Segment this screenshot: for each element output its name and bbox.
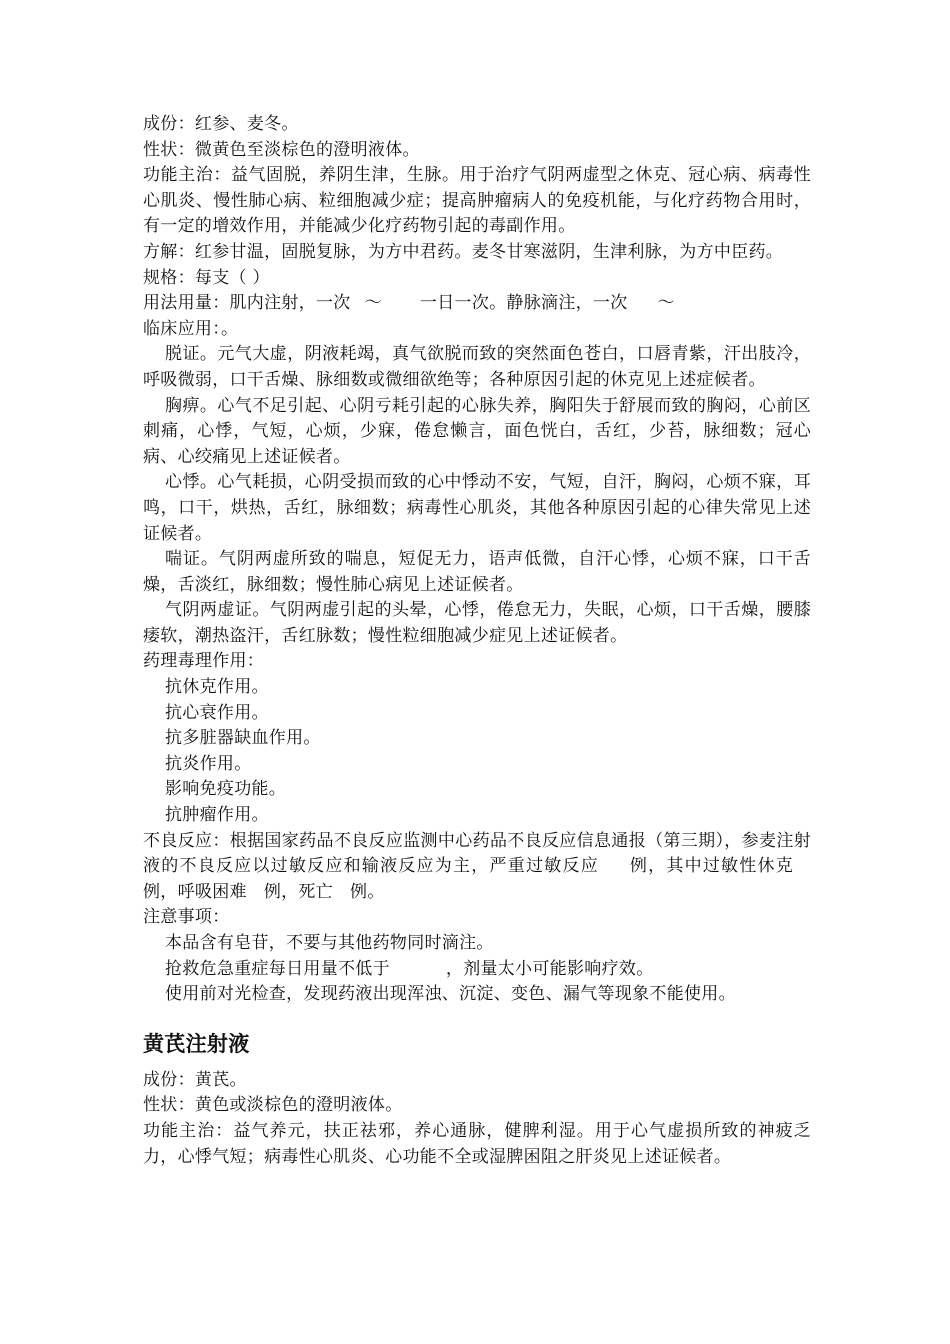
usage-tilde-1: ～ <box>364 293 382 314</box>
adverse-part5: 例。 <box>350 881 385 902</box>
precaution-item2-a: 抢救危急重症每日用量不低于 <box>165 958 390 979</box>
section-heading-astragalus: 黄芪注射液 <box>143 1030 250 1056</box>
clinical-title: 临床应用：。 <box>143 318 239 339</box>
precaution-item <box>143 957 811 983</box>
precautions-title: 注意事项： <box>143 907 230 928</box>
specification-line: 规格：每支（ ） <box>143 267 270 288</box>
clinical-item-dyspnea: 喘证。气阴两虚所致的喘息，短促无力，语声低微，自汗心悸，心烦不寐，口干舌燥，舌淡红，脉细数；慢性肺心病见上述证候者。 <box>143 549 811 595</box>
pharm-item: 影响免疫功能。 <box>165 779 287 800</box>
usage-part2: 一日一次。静脉滴注，一次 <box>419 293 628 314</box>
usage-part1: 用法用量：肌内注射，一次 <box>143 293 351 314</box>
indications-paragraph: 功能主治：益气固脱，养阴生津，生脉。用于治疗气阴两虚型之休克、冠心病、病毒性心肌炎、慢性肺心病、粒细胞减少症；提高肿瘤病人的免疫机能，与化疗药物合用时，有一定的增效作用，并能减少化疗药物引起的毒副作用。 <box>143 165 811 237</box>
clinical-item-palpitation: 心悸。心气耗损，心阴受损而致的心中悸动不安，气短，自汗，胸闷，心烦不寐，耳鸣，口干，烘热，舌红，脉细数；病毒性心肌炎，其他各种原因引起的心律失常见上述证候者。 <box>143 472 811 544</box>
clinical-item-chest-bi: 胸痹。心气不足引起、心阴亏耗引起的心脉失养，胸阳失于舒展而致的胸闷，心前区刺痛，心悸，气短，心烦，少寐，倦怠懒言，面色恍白，舌红，少苔，脉细数；冠心病、心绞痛见上述证候者。 <box>143 395 811 467</box>
astragalus-indications-paragraph: 功能主治：益气养元，扶正祛邪，养心通脉，健脾利湿。用于心气虚损所致的神疲乏力，心悸气短；病毒性心肌炎、心功能不全或湿脾困阻之肝炎见上述证候者。 <box>143 1120 811 1167</box>
pharm-item: 抗休克作用。 <box>165 677 269 698</box>
clinical-item-collapse: 脱证。元气大虚，阴液耗竭，真气欲脱而致的突然面色苍白，口唇青紫，汗出肢冷，呼吸微弱，口干舌燥、脉细数或微细欲绝等；各种原因引起的休克见上述症候者。 <box>143 344 811 390</box>
ingredients-line: 成份：红参、麦冬。 <box>143 114 299 134</box>
pharm-item: 抗肿瘤作用。 <box>165 805 269 826</box>
pharm-item: 抗多脏器缺血作用。 <box>165 728 321 749</box>
precaution-item: 使用前对光检查，发现药液出现浑浊、沉淀、变色、漏气等现象不能使用。 <box>165 984 736 1005</box>
adverse-reactions-paragraph <box>143 829 811 906</box>
adverse-part2: 例，其中过敏性休克 <box>628 856 795 877</box>
document-page <box>143 112 811 1170</box>
precaution-item: 本品含有皂苷，不要与其他药物同时滴注。 <box>165 933 494 953</box>
appearance-line: 性状：微黄色至淡棕色的澄明液体。 <box>143 139 420 160</box>
usage-tilde-2: ～ <box>657 293 675 314</box>
astragalus-appearance-line: 性状：黄色或淡棕色的澄明液体。 <box>143 1095 403 1116</box>
usage-line <box>143 291 811 317</box>
pharm-item: 抗炎作用。 <box>165 753 252 774</box>
pharm-item: 抗心衰作用。 <box>165 702 269 723</box>
precaution-item2-b: ，剂量太小可能影响疗效。 <box>445 958 654 979</box>
adverse-part4: 例，死亡 <box>263 881 334 902</box>
pharmacology-title: 药理毒理作用： <box>143 651 265 672</box>
adverse-part1: 不良反应：根据国家药品不良反应监测中心药品不良反应信息通报（第三期），参麦注射液的不良反应以过敏反应和输液反应为主，严重过敏反应 <box>143 830 811 877</box>
astragalus-ingredients-line: 成份：黄芪。 <box>143 1069 247 1090</box>
formula-analysis-paragraph: 方解：红参甘温，固脱复脉，为方中君药。麦冬甘寒滋阴，生津利脉，为方中臣药。 <box>143 241 784 262</box>
clinical-item-qi-yin-deficiency: 气阴两虚证。气阴两虚引起的头晕，心悸，倦怠无力，失眠，心烦，口干舌燥，腰膝痿软，潮热盗汗，舌红脉数；慢性粒细胞减少症见上述证候者。 <box>143 600 811 646</box>
adverse-part3: 例，呼吸困难 <box>143 881 247 902</box>
